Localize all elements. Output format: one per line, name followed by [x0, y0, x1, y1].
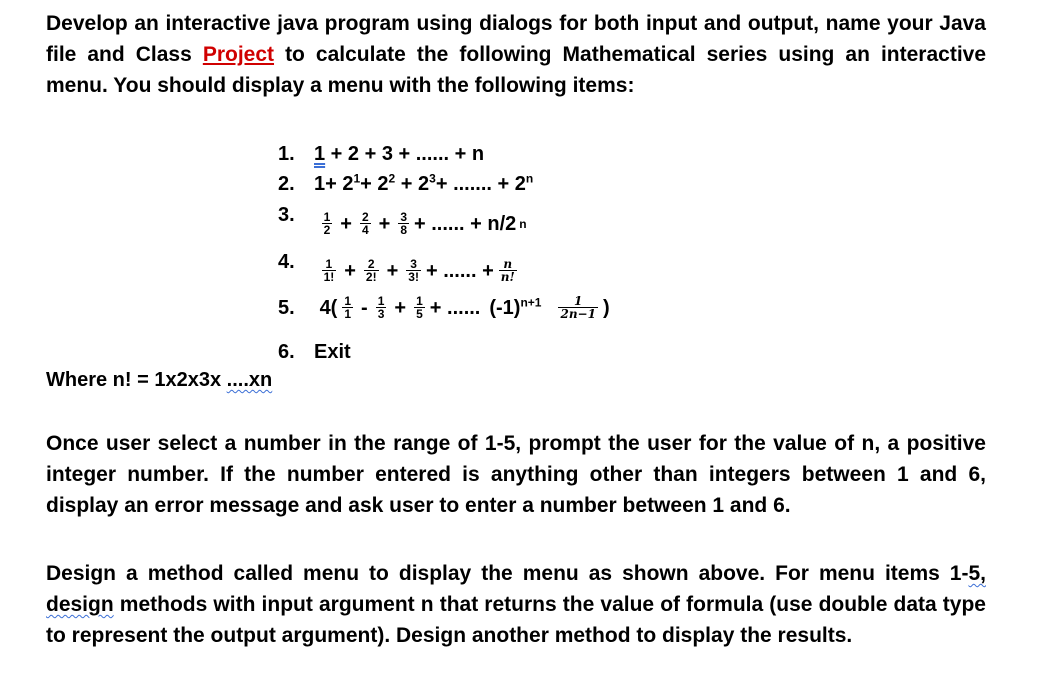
denominator: 2n−1	[560, 307, 596, 321]
numerator: 2	[367, 257, 375, 271]
design-underlined: 5, design	[46, 562, 986, 616]
exponent: n+1	[520, 294, 542, 309]
exponent: 3	[429, 171, 436, 186]
intro-paragraph	[46, 8, 986, 101]
numerator: 1	[323, 210, 331, 224]
numerator: n	[503, 257, 513, 271]
menu-item-number: 5.	[278, 296, 295, 319]
fraction	[558, 295, 597, 320]
denominator: n!	[500, 270, 515, 284]
plus-sign: +	[394, 296, 407, 319]
series-2-term: + ....... + 2	[435, 173, 526, 195]
factorial-dots: ....xn	[226, 369, 273, 391]
menu-item-number: 4.	[278, 251, 295, 273]
plus-sign: +	[340, 212, 352, 235]
series-2-term: + 2	[360, 173, 389, 195]
plus-sign: +	[344, 259, 356, 282]
fraction	[364, 258, 379, 283]
series-1-terms: + 2 + 3 + ...... + n	[325, 143, 485, 165]
menu-item-1	[278, 142, 484, 166]
design-text: Design a method called menu to display the menu as shown above. For menu items 1-	[46, 562, 969, 585]
fraction	[342, 295, 353, 320]
intro-text: Develop an interactive java program using dialogs for both input and output, name your Java file and Class	[46, 12, 986, 66]
fraction	[360, 211, 371, 236]
instructions-paragraph: Once user select a number in the range of 1-5, prompt the user for the value of n, a positive integer number. If the number entered is anything other than integers between 1 and 6, display an error message and ask user to enter a number between 1 and 6.	[46, 432, 986, 517]
exponent: 2	[388, 171, 396, 186]
design-text-cont: methods with input argument n that returns the value of formula (use double data type to represent the output argument). Design another method to display the results.	[46, 593, 986, 647]
fraction	[414, 295, 425, 320]
denominator: 5	[416, 307, 423, 321]
fraction	[322, 211, 333, 236]
numerator: 1	[325, 257, 333, 271]
menu-item-5	[278, 295, 610, 320]
series-5-lead: 4(	[319, 296, 338, 319]
closing-paren: )	[602, 296, 610, 319]
numerator: 1	[416, 294, 423, 308]
series-2-term: 1+ 2	[314, 173, 354, 195]
numerator: 3	[410, 257, 417, 271]
menu-item-number: 3.	[278, 204, 295, 226]
project-link[interactable]: Project	[202, 43, 275, 66]
denominator: 2	[323, 223, 331, 237]
denominator: 1!	[323, 270, 335, 284]
fraction	[376, 295, 387, 320]
series-1-first-term: 1	[314, 143, 326, 165]
series-5-dots: + ......	[429, 296, 481, 319]
fraction	[322, 258, 337, 283]
exponent: 1	[353, 171, 361, 186]
menu-item-6	[278, 340, 351, 364]
denominator: 2!	[365, 270, 377, 284]
design-paragraph	[46, 558, 986, 651]
sign-factor: (-1)	[489, 296, 521, 319]
fraction	[499, 258, 517, 283]
numerator: 1	[377, 294, 385, 308]
intro-text-cont: to calculate the following Mathematical series using an interactive menu. You should display a menu with the following items:	[46, 43, 987, 97]
fraction	[398, 211, 409, 236]
exponent: n	[525, 171, 534, 186]
numerator: 1	[574, 294, 583, 308]
menu-item-number: 2.	[278, 173, 295, 195]
denominator: 4	[361, 223, 369, 237]
menu-item-number: 6.	[278, 341, 295, 363]
fraction	[406, 258, 421, 283]
plus-sign: +	[378, 212, 391, 235]
menu-item-3: 3. $\frac{1}{2}$ + $\frac{2}{4}$ + $\frac{3}{8}$ + ...... + n/2 n	[278, 204, 527, 237]
menu-item-4	[278, 250, 519, 283]
menu-item-2	[278, 172, 533, 196]
denominator: 1	[344, 307, 352, 321]
denominator: 3	[377, 307, 385, 321]
series-2-term: + 2	[395, 173, 430, 195]
exit-label: Exit	[314, 341, 351, 363]
factorial-note	[46, 368, 272, 392]
numerator: 1	[344, 294, 352, 308]
factorial-text: Where n! = 1x2x3x	[46, 369, 227, 391]
series-3-tail: + ...... + n/2	[414, 212, 517, 235]
denominator: 3!	[408, 270, 419, 284]
minus-sign: -	[361, 296, 368, 319]
plus-sign: +	[386, 259, 399, 282]
numerator: 2	[361, 210, 369, 224]
denominator: 8	[400, 223, 407, 237]
series-4-dots: + ...... +	[425, 259, 494, 282]
menu-item-number: 1.	[278, 143, 295, 165]
numerator: 3	[400, 210, 407, 224]
